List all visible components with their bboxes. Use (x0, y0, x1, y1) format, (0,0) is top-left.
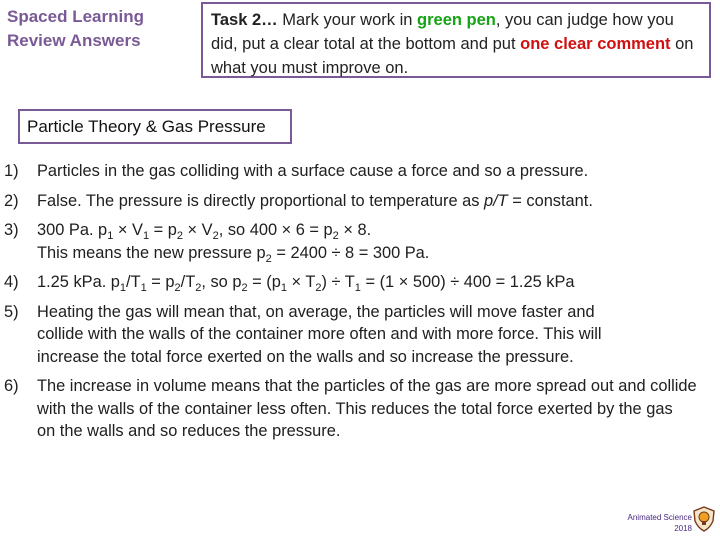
answer-3 (4, 219, 718, 264)
footer-line1: Animated Science (627, 513, 692, 522)
answer-number: 5) (4, 302, 19, 321)
eq-sub: 1 (280, 282, 287, 294)
eq-part: 1.25 kPa. p (37, 273, 120, 291)
eq-part: , so 400 × 6 = p (218, 221, 333, 239)
eq-sub: 2 (212, 230, 219, 242)
task-text-2: , you can judge how you did, put a clear total at the bottom and put (211, 11, 674, 53)
answer-text: = constant. (507, 191, 593, 210)
answer-1 (4, 160, 718, 183)
header-title-line1: Spaced Learning (7, 7, 144, 26)
eq-part: = p (146, 273, 175, 291)
task-one-clear: one clear (520, 35, 593, 53)
eq-sub: 1 (107, 230, 114, 242)
eq-part: , so p (201, 273, 242, 291)
eq-part: /T (126, 273, 141, 291)
task-text-1: Mark your work in (277, 11, 418, 29)
eq-part: 300 Pa. p (37, 221, 108, 239)
eq-part: = (1 × 500) ÷ 400 = 1.25 kPa (360, 273, 575, 291)
eq-sub: 2 (174, 282, 181, 294)
answer-equation: p/T (484, 191, 508, 210)
header-title-line2: Review Answers (7, 31, 141, 50)
shield-bulb-icon (692, 506, 716, 532)
eq-sub: 1 (140, 282, 147, 294)
eq-part: × 8. (338, 221, 372, 239)
eq-part: This means the new pressure p (37, 243, 266, 262)
eq-sub: 2 (176, 230, 183, 242)
eq-sub: 1 (142, 230, 150, 242)
eq-part: = (p (247, 273, 281, 291)
eq-part: ) ÷ T (321, 273, 355, 291)
eq-part: = p (149, 221, 177, 239)
eq-sub: 1 (119, 282, 127, 294)
eq-sub: 1 (354, 282, 361, 294)
answer-line: with the walls of the container less often. This reduces the total force exerted by the gas (37, 399, 673, 418)
answer-number: 3) (4, 221, 19, 239)
answer-5 (4, 301, 718, 369)
eq-sub: 2 (195, 282, 202, 294)
eq-part: = 2400 ÷ 8 = 300 Pa. (271, 243, 430, 262)
footer-credit (628, 512, 692, 534)
eq-sub: 2 (241, 282, 248, 294)
eq-sub: 2 (315, 282, 322, 294)
answer-line: Heating the gas will mean that, on average, the particles will move faster and (37, 302, 595, 321)
task-label: Task 2… (211, 11, 278, 29)
answer-line: increase the total force exerted on the walls and so increase the pressure. (37, 347, 574, 366)
answer-4 (4, 271, 718, 294)
header-title (7, 5, 167, 53)
answer-number: 4) (4, 273, 19, 291)
eq-part: × V (113, 221, 143, 239)
eq-sub: 2 (265, 252, 272, 265)
eq-part: × V (182, 221, 213, 239)
eq-sub: 2 (332, 230, 339, 242)
answer-text: False. The pressure is directly proportional to temperature as (37, 191, 485, 210)
answer-line: collide with the walls of the container more often and with more force. This will (37, 325, 602, 343)
footer-line2: 2018 (674, 524, 692, 533)
eq-part: × T (286, 273, 316, 291)
answer-2 (4, 190, 718, 213)
answer-text: Particles in the gas colliding with a surface cause a force and so a pressure. (37, 162, 589, 180)
answer-number: 2) (4, 191, 19, 210)
task-comment: comment (597, 35, 671, 53)
task-text-4: on what you must improve on. (211, 35, 694, 77)
answer-line (37, 242, 718, 265)
answer-number: 1) (4, 162, 19, 180)
task-box (201, 2, 711, 78)
answer-line: on the walls and so reduces the pressure. (37, 422, 341, 440)
answer-number: 6) (4, 377, 19, 395)
eq-part: /T (180, 273, 196, 291)
task-green-pen: green pen (417, 11, 496, 29)
answer-6 (4, 375, 718, 443)
topic-title: Particle Theory & Gas Pressure (18, 109, 292, 144)
answer-line (37, 219, 718, 242)
answer-list (4, 160, 718, 443)
answer-line: The increase in volume means that the particles of the gas are more spread out and collide (37, 377, 697, 395)
